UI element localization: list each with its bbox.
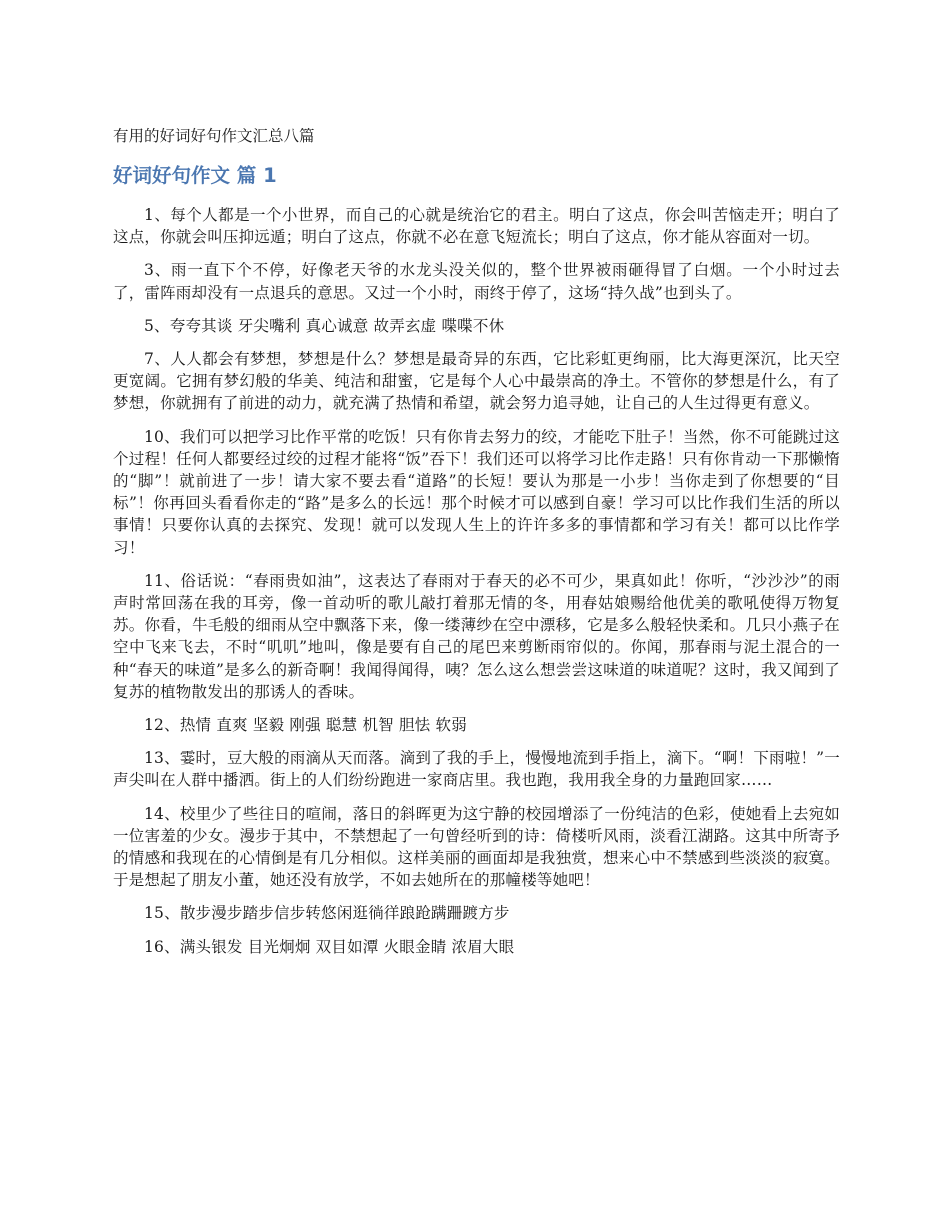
paragraph-12: 12、热情 直爽 坚毅 刚强 聪慧 机智 胆怯 软弱 xyxy=(144,716,467,735)
paragraph-16: 16、满头银发 目光炯炯 双目如潭 火眼金睛 浓眉大眼 xyxy=(144,937,515,956)
paragraph-5: 5、夸夸其谈 牙尖嘴利 真心诚意 故弄玄虚 喋喋不休 xyxy=(144,316,505,335)
paragraph-3: 3、雨一直下个不停，好像老天爷的水龙头没关似的，整个世界被雨砸得冒了白烟。一个小时过去了，雷阵雨却没有一点退兵的意思。又过一个小时，雨终于停了，这场“持久战”也到头了。 xyxy=(113,261,840,302)
paragraph-11: 11、俗话说：“春雨贵如油”，这表达了春雨对于春天的必不可少，果真如此！你听，“沙沙沙”的雨声时常回荡在我的耳旁，像一首动听的歌儿敲打着那无情的冬，用春姑娘赐给他优美的歌吼使得万物复苏。你看，牛毛般的细雨从空中飘落下来，像一缕薄纱在空中漂移，它是多么般轻快柔和。几只小燕子在空中飞来飞去，不时“叽叽”地叫，像是要有自己的尾巴来剪断雨帘似的。你闻，那春雨与泥土混合的一种“春天的味道”是多么的新奇啊！我闻得闻得，咦？怎么这么想尝尝这味道的味道呢？这时，我又闻到了复苏的植物散发出的那诱人的香味。 xyxy=(113,571,840,701)
document-body xyxy=(113,204,840,969)
document-title: 有用的好词好句作文汇总八篇 xyxy=(113,127,315,145)
paragraph-15: 15、散步漫步踏步信步转悠闲逛徜徉踉跄蹒跚踱方步 xyxy=(144,904,510,923)
paragraph-7: 7、人人都会有梦想，梦想是什么？梦想是最奇异的东西，它比彩虹更绚丽，比大海更深沉，比天空更宽阔。它拥有梦幻般的华美、纯洁和甜蜜，它是每个人心中最崇高的净土。不管你的梦想是什么，有了梦想，你就拥有了前进的动力，就充满了热情和希望，就会努力追寻她，让自己的人生过得更有意义。 xyxy=(113,350,840,413)
paragraph-13: 13、霎时，豆大般的雨滴从天而落。滴到了我的手上，慢慢地流到手指上，滴下。“啊！下雨啦！”一声尖叫在人群中播洒。街上的人们纷纷跑进一家商店里。我也跑，我用我全身的力量跑回家…… xyxy=(113,749,840,790)
paragraph-1: 1、每个人都是一个小世界，而自己的心就是统治它的君主。明白了这点，你会叫苦恼走开；明白了这点，你就会叫压抑远遁；明白了这点，你就不必在意飞短流长；明白了这点，你才能从容面对一切。 xyxy=(113,206,840,247)
paragraph-10: 10、我们可以把学习比作平常的吃饭！只有你肯去努力的绞，才能吃下肚子！当然，你不可能跳过这个过程！任何人都要经过绞的过程才能将“饭”吞下！我们还可以将学习比作走路！只有你肯动一下那懒惰的“脚”！就前进了一步！请大家不要去看“道路”的长短！要认为那是一小步！当你走到了你想要的“目标”！你再回头看看你走的“路”是多么的长远！那个时候才可以感到自豪！学习可以比作我们生活的所以事情！只要你认真的去探究、发现！就可以发现人生上的许许多多的事情都和学习有关！都可以比作学习！ xyxy=(113,427,840,557)
section-heading: 好词好句作文 篇 1 xyxy=(113,164,277,187)
paragraph-14: 14、校里少了些往日的喧闹，落日的斜晖更为这宁静的校园增添了一份纯洁的色彩，使她看上去宛如一位害羞的少女。漫步于其中，不禁想起了一句曾经听到的诗：倚楼听风雨，淡看江湖路。这其中所寄予的情感和我现在的心情倒是有几分相似。这样美丽的画面却是我独赏，想来心中不禁感到些淡淡的寂寞。于是想起了朋友小董，她还没有放学，不如去她所在的那幢楼等她吧！ xyxy=(113,804,840,890)
